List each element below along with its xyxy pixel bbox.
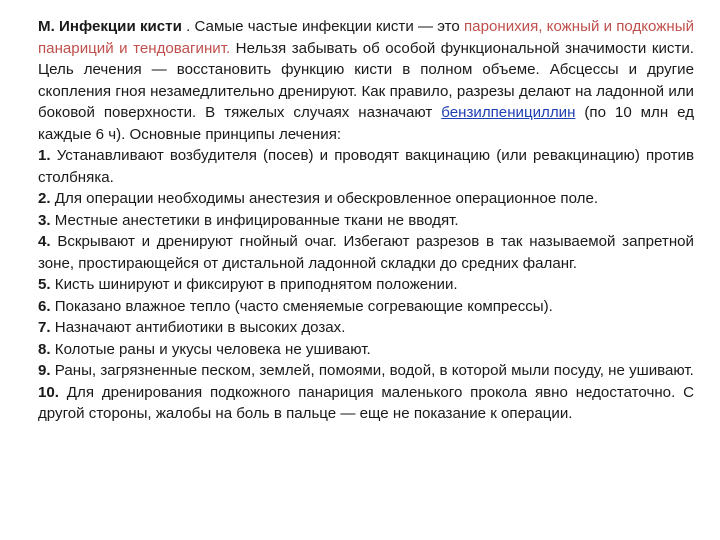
list-item bbox=[38, 339, 694, 361]
slide-text bbox=[38, 16, 694, 425]
item-text: Для дренирования подкожного панариция маленького прокола явно недостаточно. С другой стороны, жалобы на боль в пальце — еще не показание к операции. bbox=[38, 383, 694, 422]
list-item bbox=[38, 296, 694, 318]
item-text: Раны, загрязненные песком, землей, помоями, водой, в которой мыли посуду, не ушивают. bbox=[50, 362, 694, 379]
list-item bbox=[38, 360, 694, 382]
item-text: Показано влажное тепло (часто сменяемые согревающие компрессы). bbox=[50, 297, 553, 315]
item-number: 10. bbox=[38, 383, 59, 401]
item-number: 3. bbox=[38, 211, 51, 229]
item-text: Вскрывают и дренируют гнойный очаг. Избегают разрезов в так называемой запретной зоне, простирающейся от дистальной ладонной складки до средних фаланг. bbox=[38, 233, 694, 272]
list-item bbox=[38, 210, 694, 232]
item-number: 5. bbox=[38, 276, 51, 293]
intro-text-middle: Нельзя забывать об особой функциональной значимости кисти. Цель лечения — восстановить функцию кисти в полном объеме. Абсцессы и другие скопления гноя незамедлительно дренируют. Как правило, разрезы делают на ладонной или боковой поверхности. В тяжелых случаях назначают bbox=[38, 39, 694, 121]
benzylpenicillin-link[interactable]: бензилпенициллин bbox=[441, 104, 576, 121]
item-number: 6. bbox=[38, 297, 51, 315]
intro-paragraph bbox=[38, 16, 694, 145]
list-item bbox=[38, 274, 694, 296]
item-text: Колотые раны и укусы человека не ушивают. bbox=[50, 340, 371, 358]
list-item bbox=[38, 231, 694, 274]
intro-text-before: . Самые частые инфекции кисти — это bbox=[181, 18, 464, 35]
item-number: 2. bbox=[38, 190, 51, 207]
item-text: Устанавливают возбудителя (посев) и проводят вакцинацию (или ревакцинацию) против столбняка. bbox=[38, 147, 694, 186]
item-number: 4. bbox=[38, 233, 51, 250]
item-text: Кисть шинируют и фиксируют в приподнятом положении. bbox=[50, 276, 458, 293]
list-item bbox=[38, 382, 694, 425]
section-title: М. Инфекции кисти bbox=[38, 18, 182, 35]
infection-types-highlight: паронихия, кожный и подкожный панариций и тендовагинит. bbox=[38, 18, 694, 57]
list-item bbox=[38, 145, 694, 188]
item-number: 1. bbox=[38, 147, 51, 164]
item-text: Для операции необходимы анестезия и обескровленное операционное поле. bbox=[50, 190, 599, 207]
item-text: Местные анестетики в инфицированные ткани не вводят. bbox=[50, 211, 459, 229]
intro-text-after: (по 10 млн ед каждые 6 ч). Основные принципы лечения: bbox=[38, 104, 694, 143]
list-item bbox=[38, 188, 694, 210]
item-number: 8. bbox=[38, 340, 51, 358]
list-item bbox=[38, 317, 694, 339]
item-number: 7. bbox=[38, 319, 51, 336]
item-text: Назначают антибиотики в высоких дозах. bbox=[50, 319, 346, 336]
item-number: 9. bbox=[38, 362, 51, 379]
